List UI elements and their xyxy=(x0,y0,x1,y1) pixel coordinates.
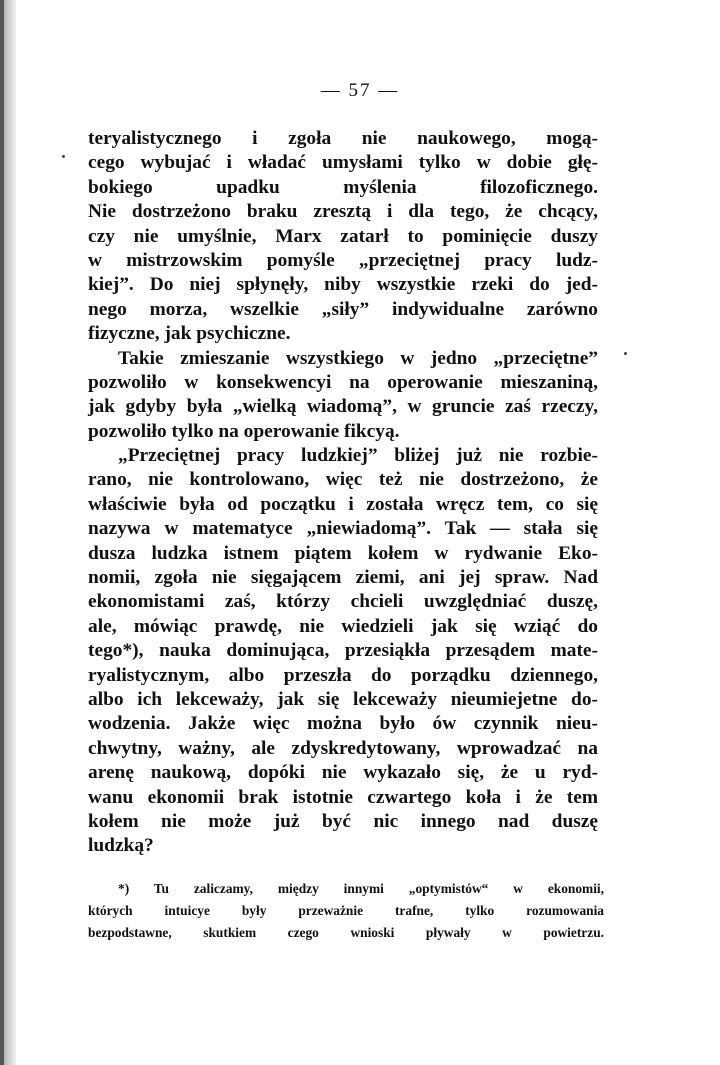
text-line: nomii, zgoła nie sięgającem ziemi, ani jej spraw. Nad xyxy=(88,567,598,589)
body-text xyxy=(88,127,598,859)
text-line: ryalistycznym, albo przeszła do porządku dziennego, xyxy=(88,664,598,686)
text-line: albo ich lekceważy, jak się lekceważy nieumiejetne do- xyxy=(88,688,598,710)
text-line: kołem nie może już być nic innego nad duszę xyxy=(88,810,598,832)
text-line: wodzenia. Jakże więc można było ów czynnik nieu- xyxy=(88,713,598,735)
text-line: Nie dostrzeżono braku zresztą i dla tego, że chcący, xyxy=(88,201,598,223)
text-line: „Przeciętnej pracy ludzkiej” bliżej już nie rozbie- xyxy=(118,445,598,467)
text-line: pozwoliło tylko na operowanie fikcyą. xyxy=(88,420,400,442)
text-line: Takie zmieszanie wszystkiego w jedno „przeciętne” xyxy=(118,347,598,369)
text-line: nazywa w matematyce „niewiadomą”. Tak — stała się xyxy=(88,518,598,540)
text-line: właściwie była od początku i została wręcz tem, co się xyxy=(88,493,598,515)
text-line: nego morza, wszelkie „siły” indywidualne zarówno xyxy=(88,298,598,320)
footnote xyxy=(88,878,604,944)
text-line: tego*), nauka dominująca, przesiąkła przesądem mate- xyxy=(88,640,598,662)
text-line: ekonomistami zaś, którzy chcieli uwzględniać duszę, xyxy=(88,591,598,613)
text-line: czy nie umyślnie, Marx zatarł to pominięcie duszy xyxy=(88,225,598,247)
text-line: kiej”. Do niej spłynęły, niby wszystkie rzeki do jed- xyxy=(88,274,598,296)
text-line: chwytny, ważny, ale zdyskredytowany, wprowadzać na xyxy=(88,737,598,759)
footnote-line: *) Tu zaliczamy, między innymi „optymistów“ w ekonomii, xyxy=(118,881,604,896)
text-line: arenę naukową, dopóki nie wykazało się, że u ryd- xyxy=(88,762,598,784)
page-edge-dark xyxy=(0,0,4,1065)
scan-speck xyxy=(62,155,65,158)
text-line: jak gdyby była „wielką wiadomą”, w gruncie zaś rzeczy, xyxy=(88,396,598,418)
text-line: bokiego upadku myślenia filozoficznego. xyxy=(88,176,598,198)
text-line: dusza ludzka istnem piątem kołem w rydwanie Eko- xyxy=(88,542,598,564)
text-line: fizyczne, jak psychiczne. xyxy=(88,323,291,345)
scan-speck xyxy=(624,352,627,355)
text-line: rano, nie kontrolowano, więc też nie dostrzeżono, że xyxy=(88,469,598,491)
text-line: pozwoliło w konsekwencyi na operowanie mieszaniną, xyxy=(88,371,598,393)
page-number: — 57 — xyxy=(320,80,400,101)
footnote-line: których intuicye były przeważnie trafne, tylko rozumowania xyxy=(88,903,604,918)
text-line: w mistrzowskim pomyśle „przeciętnej pracy ludz- xyxy=(88,249,598,271)
text-line: ale, mówiąc prawdę, nie wiedzieli jak się wziąć do xyxy=(88,615,598,637)
text-line: ludzką? xyxy=(88,835,154,857)
text-line: wanu ekonomii brak istotnie czwartego koła i że tem xyxy=(88,786,598,808)
text-line: cego wybujać i władać umysłami tylko w dobie głę- xyxy=(88,152,598,174)
text-line: teryalistycznego i zgoła nie naukowego, mogą- xyxy=(88,128,598,149)
footnote-line: bezpodstawne, skutkiem czego wnioski pływały w powietrzu. xyxy=(88,925,604,940)
